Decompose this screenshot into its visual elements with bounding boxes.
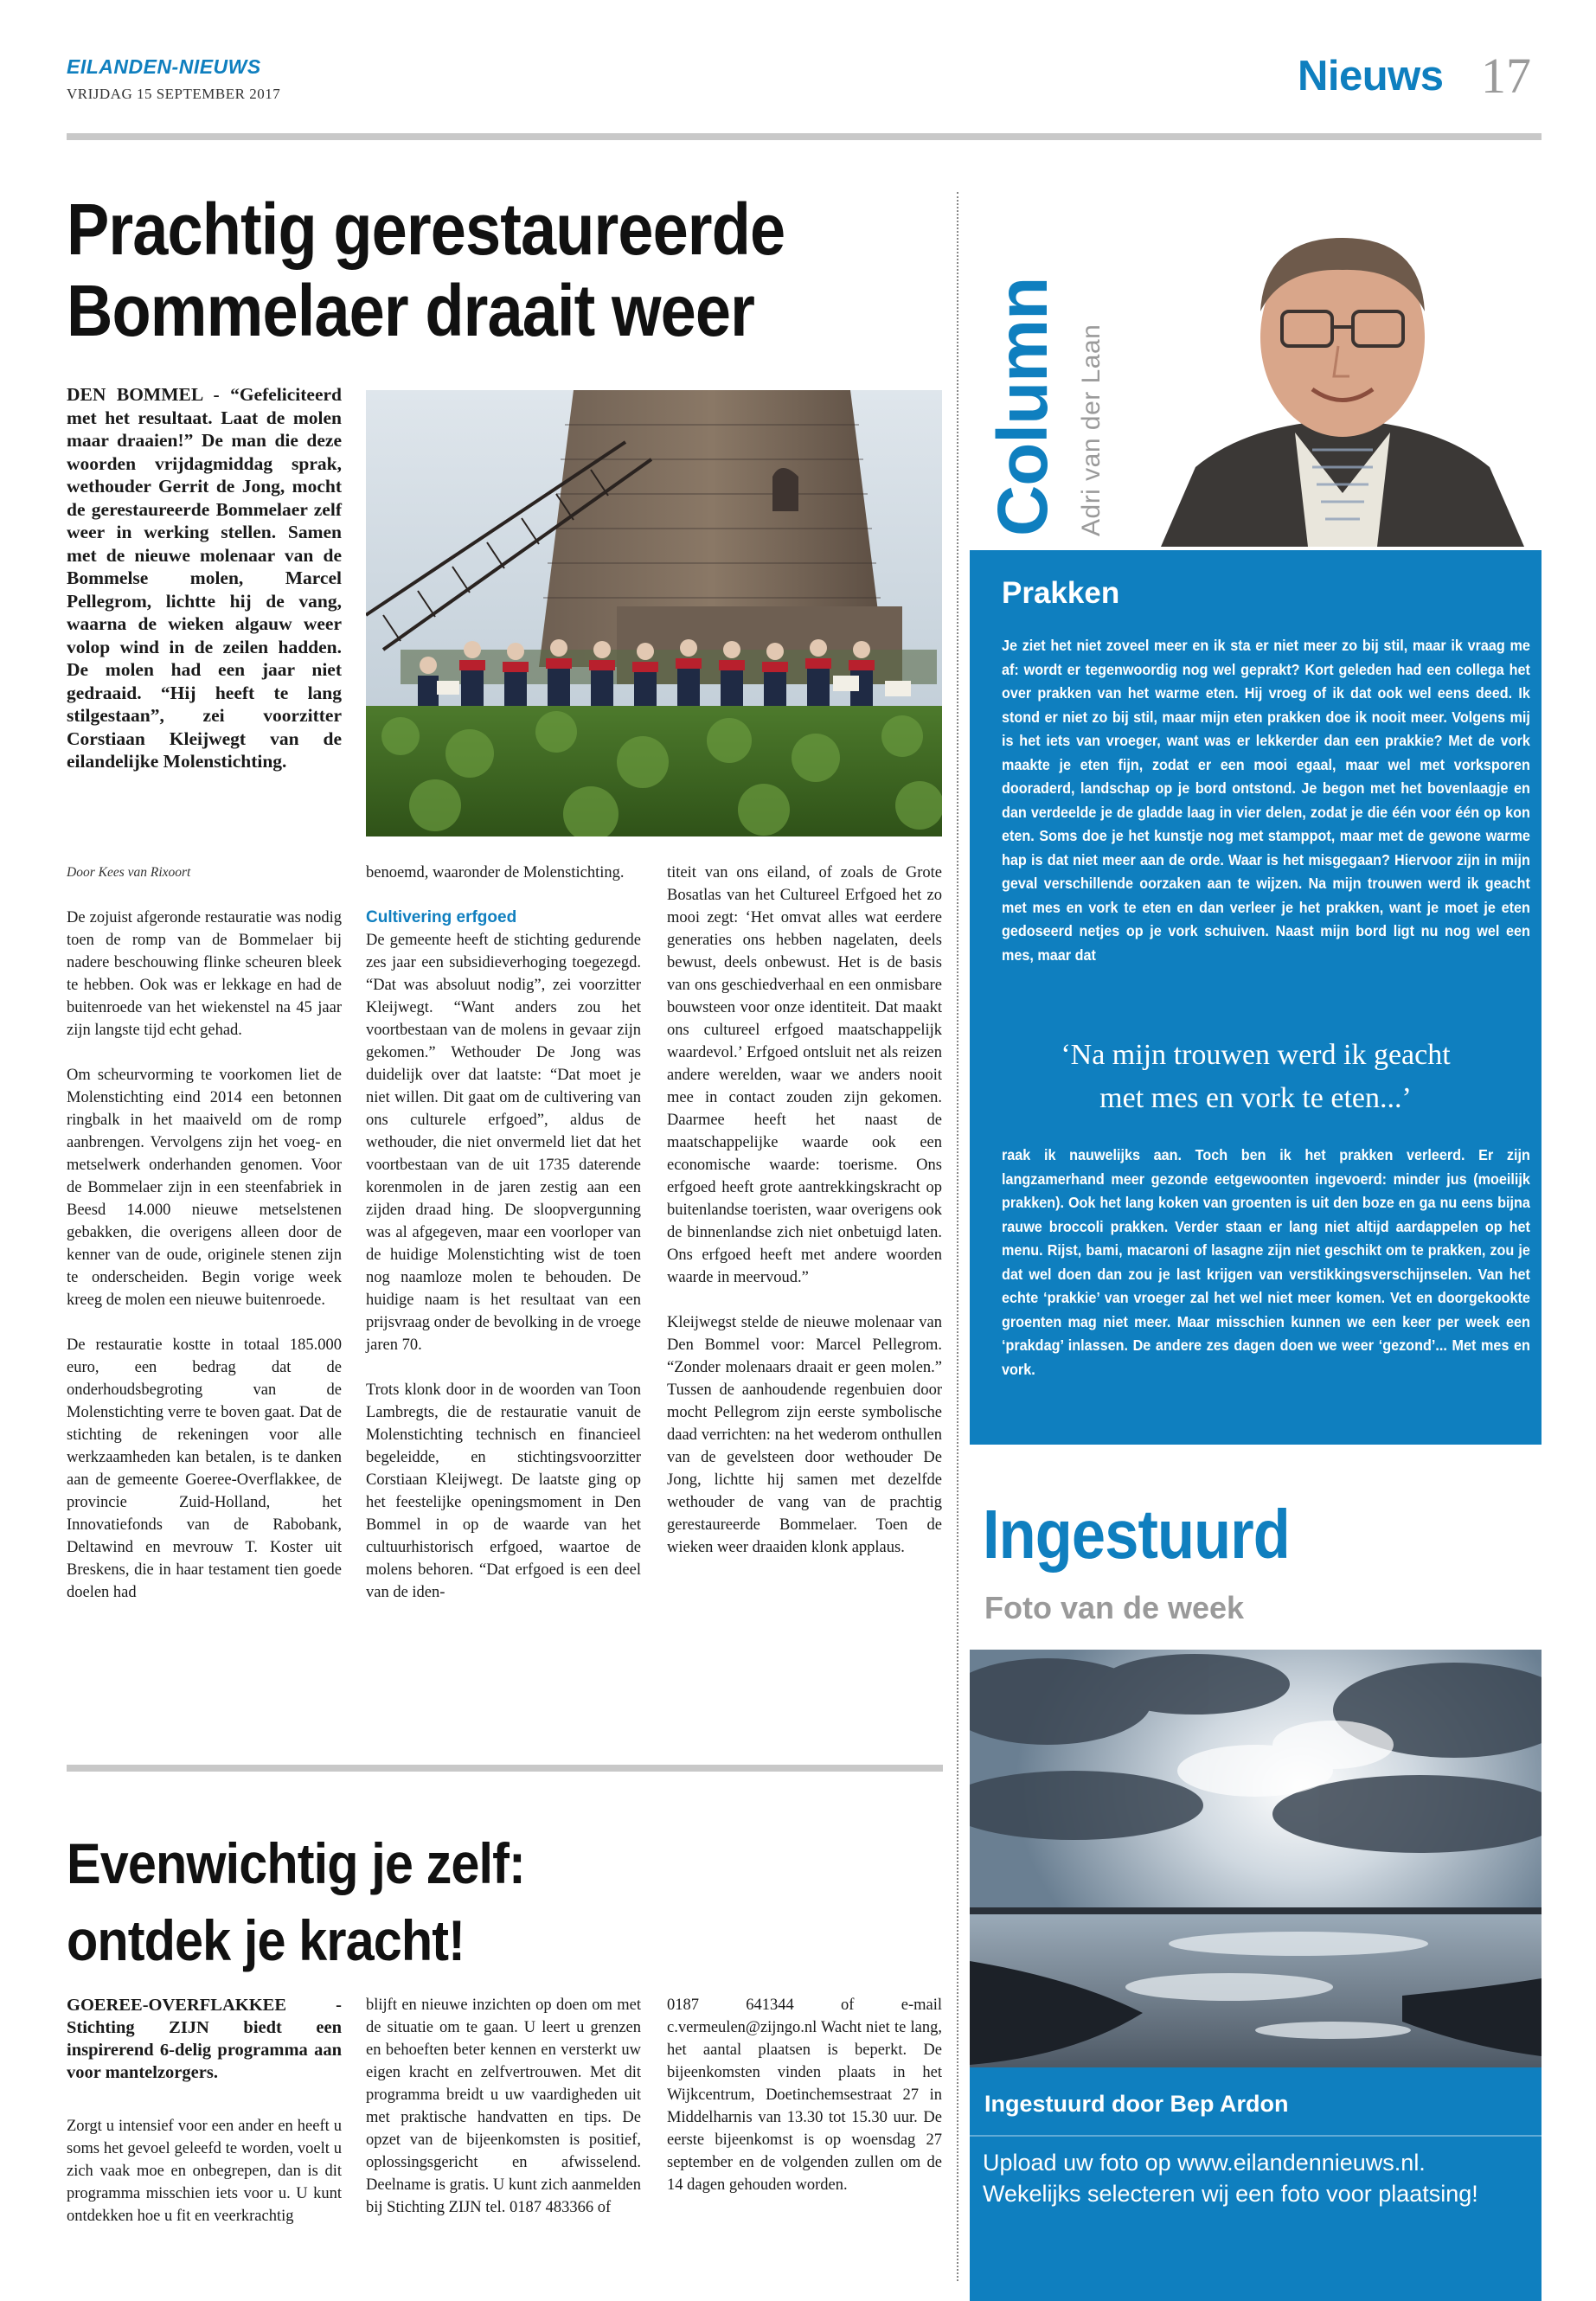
article-column-1	[67, 907, 342, 1604]
column-title: Prakken	[1002, 576, 1120, 610]
paragraph: Kleijwegst stelde de nieuwe molenaar van Den Bommel voor: Marcel Pellegrom. “Zonder molenaars draait er geen molen.” Tussen de aanhoudende regenbuien door mocht Pellegrom zijn eerste symbolische daad verrichten: na het wederom onthullen van de gevelsteen door wethouder De Jong, lichtte hij samen met dezelfde wethouder de vang van de prachtig gerestaureerde Bommelaer. Toen de wieken weer draaiden klonk applaus.	[667, 1314, 942, 1556]
headline-line: Evenwichtig je zelf:	[67, 1831, 525, 1895]
upload-instructions	[983, 2147, 1536, 2209]
paragraph: De gemeente heeft de stichting gedurende zes jaar een subsidieverhoging toegezegd. “Dat was absoluut nodig”, zei voorzitter Kleijwegt. “Want anders zou het voortbestaan van de molens in gevaar zijn gekomen.” Wethouder De Jong was duidelijk over dat laatste: “Dat moet je niet willen. Dit gaat om de cultivering van ons culturele erfgoed”, aldus de wethouder, die niet onvermeld liet dat het voortbestaan van de uit 1735 daterende korenmolen in de jaren zestig aan een zijden draad hing. De sloopvergunning was al afgegeven, maar een voorloper van de huidige Molenstichting wist de toen nog naamloze molen te behouden. De huidige naam is het resultaat van een prijsvraag onder de bevolking in de vroege jaren 70.	[366, 932, 641, 1354]
upload-line[interactable]: Upload uw foto op www.eilandennieuws.nl.	[983, 2150, 1426, 2176]
quote-line: met mes en vork te eten...’	[1099, 1082, 1412, 1114]
paragraph: Zorgt u intensief voor een ander en heeft u soms het gevoel geleefd te worden, voelt u zich vaak moe en onbegrepen, dan is dit programma misschien iets voor u. U kunt ontdekken hoe u fit en veerkrachtig	[67, 2118, 342, 2225]
paragraph: titeit van ons eiland, of zoals de Grote Bosatlas van het Cultureel Erfgoed het zo mooi zegt: ‘Het omvat alles wat eerdere generaties ons hebben nagelaten, deels bewust, deels onbewust. Het is de basis van ons geschiedverhaal en een onmisbare bouwsteen voor onze identiteit. Dat maakt ons cultureel erfgoed maatschappelijk waardevol.’ Erfgoed ontsluit net als reizen andere werelden, waar we anders nooit mee in contact zouden zijn gekomen. Daarmee heeft het naast de maatschappelijke waarde ook een economische waarde: toerisme. Ons erfgoed heeft grote aantrekkingskracht op buitenlandse toeristen, waar overigens ook de binnenlandse zich niet onbetuigd laten. Ons erfgoed heeft met andere woorden waarde in meervoud.”	[667, 864, 942, 1286]
paragraph: De zojuist afgeronde restauratie was nodig toen de romp van de Bommelaer bij nadere beschouwing flinke scheuren bleek te hebben. Ook was er lekkage en had de buitenroede van het wiekenstel na 45 jaar zijn langste tijd echt gehad.	[67, 909, 342, 1039]
article2-headline	[67, 1825, 923, 1979]
column-author: Adri van der Laan	[1077, 324, 1106, 536]
column-text: Je ziet het niet zoveel meer en ik sta er niet meer zo bij stil, maar ik vraag me af: wordt er tegenwoordig nog wel geprakt? Kort geleden had een collega het over prakken van het warme eten. Hij vroeg of ik dat ook wel eens deed. Ik stond er niet zo bij stil, maar mijn eten prakken doe ik nooit meer. Volgens mij is het iets van vroeger, want was er lekkerder dan een prakkie? Met de vork maakte je eten fijn, zodat er een mooi egaal, maar wel met vorksporen dooraderd, landschap op je bord ontstond. Je begon met het bovenlaagje en dan verdeelde je de gladde laag in vier delen, zodat je die één voor één op kon eten. Soms doe je het kunstje nog met stamppot, maar met de gewone warme hap is dat niet meer aan de orde. Waar is het misgegaan? Hiervoor zijn in mijn geval verschillende oorzaken aan te wijzen. Na mijn trouwen werd ik geacht met mes en vork te eten en dan verleer je het prakken, want je moet je eten gedoseerd netjes op je vork schuiven. Naast mijn bord ligt nu nog wel een mes, maar dat	[1002, 637, 1530, 964]
headline-line: Prachtig gerestaureerde	[67, 189, 785, 270]
article2-column-2	[366, 1994, 641, 2219]
article-column-3	[667, 862, 942, 1559]
section-title: Nieuws	[1298, 53, 1444, 99]
issue-date: VRIJDAG 15 SEPTEMBER 2017	[67, 86, 281, 102]
author-portrait-image	[1144, 208, 1542, 547]
paragraph: benoemd, waaronder de Molenstichting.	[366, 864, 625, 881]
article-headline	[67, 189, 942, 351]
paragraph: Trots klonk door in de woorden van Toon Lambregts, die de restauratie vanuit de Molenstichting technisch en financieel begeleidde, en stichtingsvoorzitter Corstiaan Kleijwegt. De laatste ging op het feestelijke openingsmoment in Den Bommel in op de waarde van het cultuurhistorisch erfgoed, waartoe de molens behoren. “Dat erfgoed is een deel van de iden-	[366, 1381, 641, 1601]
header-rule	[67, 133, 1542, 140]
windmill-photo	[366, 390, 942, 836]
paragraph: De restauratie kostte in totaal 185.000 euro, een bedrag dat de onderhoudsbegroting van de Molenstichting verre te boven gaat. Dat de stichting de rekeningen voor alle werkzaamheden kan betalen, is te danken aan de gemeente Goeree-Overflakkee, de provincie Zuid-Holland, het Innovatiefonds van de Rabobank, Deltawind en mevrouw T. Koster uit Breskens, die in haar testament tien goede doelen had	[67, 1336, 342, 1601]
credit-separator	[970, 2135, 1542, 2137]
article2-column-1	[67, 2115, 342, 2227]
author-portrait	[1144, 208, 1542, 547]
photo-of-the-week-image	[970, 1650, 1542, 2107]
column-label: Column	[984, 277, 1062, 536]
photo-credit: Ingestuurd door Bep Ardon	[984, 2091, 1289, 2117]
quote-line: ‘Na mijn trouwen werd ik geacht	[1061, 1039, 1451, 1071]
column-divider	[957, 192, 958, 2281]
column-text: raak ik nauwelijks aan. Toch ben ik het prakken verleerd. Er zijn langzamerhand meer gezonde eetgewoonten ingevoerd: minder jus (moeilijk prakken). Ook het lang koken van groenten is uit den boze en ga nu eens bijna rauwe broccoli prakken. Verder staan er lang niet altijd aardappelen op het menu. Rijst, bami, macaroni of lasagne zijn niet geschikt om te prakken, zou je dat wel doen dan zou je last krijgen van verstikkingsverschijnselen. Van het echte ‘prakkie’ van vroeger zal het wel niet meer komen. Vet en doorgekookte groenten mag niet meer. Maar misschien kunnen we een keer per week een ‘prakdag’ inlassen. De andere zes dagen doen we weer ‘gezond’... Met mes en vork.	[1002, 1146, 1530, 1378]
subheading: Cultivering erfgoed	[366, 908, 517, 926]
article-column-2	[366, 862, 641, 1604]
page-number: 17	[1481, 48, 1531, 104]
ingestuurd-title: Ingestuurd	[983, 1496, 1290, 1573]
paragraph: Om scheurvorming te voorkomen liet de Molenstichting eind 2014 een betonnen ringbalk in het maaiveld om de romp aanbrengen. Vervolgens zijn het voeg- en metselwerk onderhanden genomen. Voor de Bommelaer zijn in een steenfabriek in Beesd 14.000 nieuwe metselstenen gebakken, die overigens alleen door de kenner van de oude, originele stenen zijn te onderscheiden. Begin vorige week kreeg de molen een nieuwe buitenroede.	[67, 1067, 342, 1309]
article-divider	[67, 1765, 943, 1772]
windmill-photo-image	[366, 390, 942, 836]
ingestuurd-subtitle: Foto van de week	[984, 1590, 1245, 1625]
paragraph: blijft en nieuwe inzichten op doen om met de situatie om te gaan. U leert u grenzen en behoeften beter kennen en versterkt uw eigen kracht en zelfvertrouwen. Met dit programma breidt u uw vaardigheden uit met praktische handvatten en tips. De opzet van de bijeenkomsten is positief, oplossingsgericht en afwisselend. Deelname is gratis. U kunt zich aanmelden bij Stichting ZIJN tel. 0187 483366 of	[366, 1997, 641, 2216]
article-lead: DEN BOMMEL - “Gefeliciteerd met het resultaat. Laat de molen maar draaien!” De man die deze woorden vrijdagmiddag sprak, wethouder Gerrit de Jong, mocht de gerestaureerde Bommelaer zelf weer in werking stellen. Samen met de nieuwe molenaar van de Bommelse molen, Marcel Pellegrom, lichtte hij de vang, waarna de wieken algauw weer volop wind in de zeilen hadden. De molen had een jaar niet gedraaid. “Hij heeft te lang stilgestaan”, zei voorzitter Corstiaan Kleijwegt van de eilandelijke Molenstichting.	[67, 384, 342, 772]
article2-lead: GOEREE-OVERFLAKKEE - Stichting ZIJN biedt een inspirerend 6-delig programma aan voor mantelzorgers.	[67, 1996, 342, 2082]
masthead-logo[interactable]: EILANDEN-NIEUWS	[67, 55, 261, 78]
headline-line: Bommelaer draait weer	[67, 270, 755, 352]
pull-quote	[970, 1034, 1542, 1120]
photo-of-the-week	[970, 1650, 1542, 2107]
paragraph: 0187 641344 of e-mail c.vermeulen@zijngo.nl Wacht niet te lang, het aantal plaatsen is beperkt. De bijeenkomsten vinden plaats in het Wijkcentrum, Doetinchemsestraat 27 in Middelharnis van 13.30 tot 15.30 uur. De eerste bijeenkomst is op woensdag 27 september en de volgenden zullen om de 14 dagen gehouden worden.	[667, 1997, 942, 2194]
upload-line: Wekelijks selecteren wij een foto voor plaatsing!	[983, 2181, 1478, 2207]
headline-line: ontdek je kracht!	[67, 1908, 465, 1973]
byline: Door Kees van Rixoort	[67, 865, 191, 880]
article2-column-3	[667, 1994, 942, 2196]
